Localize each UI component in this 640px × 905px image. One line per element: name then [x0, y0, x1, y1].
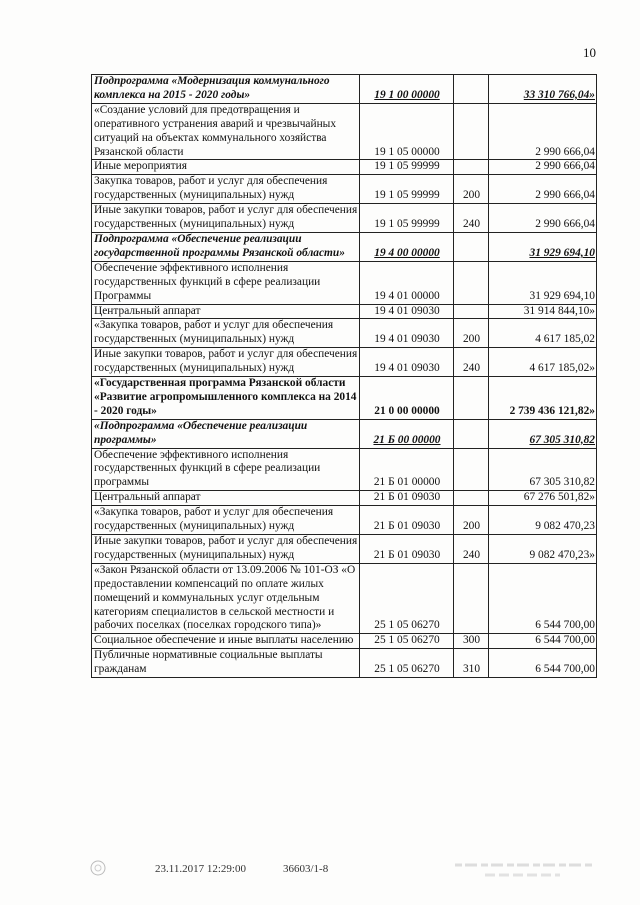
row-expense-type-cell — [454, 563, 489, 634]
row-sum-cell: 6 544 700,00 — [489, 649, 597, 678]
row-sum-cell: 9 082 470,23 — [489, 506, 597, 535]
row-expense-type-cell: 240 — [454, 348, 489, 377]
row-code-cell: 21 Б 01 09030 — [360, 506, 454, 535]
row-name-cell: Социальное обеспечение и иные выплаты населению — [92, 634, 360, 649]
row-sum-cell: 4 617 185,02 — [489, 319, 597, 348]
row-code-cell: 19 4 01 09030 — [360, 319, 454, 348]
table-row — [92, 506, 597, 535]
table-row — [92, 634, 597, 649]
row-expense-type-cell: 200 — [454, 175, 489, 204]
row-sum-cell: 31 929 694,10 — [489, 232, 597, 261]
row-sum-cell: 2 990 666,04 — [489, 175, 597, 204]
row-sum-cell: 6 544 700,00 — [489, 634, 597, 649]
row-name-cell: Иные мероприятия — [92, 160, 360, 175]
row-expense-type-cell — [454, 75, 489, 104]
table-row — [92, 160, 597, 175]
footer-datetime: 23.11.2017 12:29:00 — [155, 863, 246, 875]
row-code-cell: 21 Б 00 00000 — [360, 419, 454, 448]
row-name-cell: Иные закупки товаров, работ и услуг для обеспечения государственных (муниципальных) нужд — [92, 348, 360, 377]
row-name-cell: Иные закупки товаров, работ и услуг для обеспечения государственных (муниципальных) нужд — [92, 204, 360, 233]
row-sum-cell: 6 544 700,00 — [489, 563, 597, 634]
row-code-cell: 21 Б 01 09030 — [360, 491, 454, 506]
row-name-cell: «Подпрограмма «Обеспечение реализации программы» — [92, 419, 360, 448]
row-name-cell: Центральный аппарат — [92, 491, 360, 506]
row-expense-type-cell — [454, 103, 489, 160]
row-expense-type-cell — [454, 377, 489, 420]
row-sum-cell: 2 739 436 121,82» — [489, 377, 597, 420]
table-row — [92, 175, 597, 204]
row-code-cell: 19 4 01 00000 — [360, 261, 454, 304]
row-expense-type-cell — [454, 419, 489, 448]
table-row — [92, 348, 597, 377]
row-expense-type-cell — [454, 261, 489, 304]
row-expense-type-cell — [454, 448, 489, 491]
row-code-cell: 21 0 00 00000 — [360, 377, 454, 420]
table-row — [92, 377, 597, 420]
row-name-cell: «Закон Рязанской области от 13.09.2006 № 101-ОЗ «О предоставлении компенсаций по оплате жилых помещений и коммунальных услуг отдельным категориям специалистов в сельской местности и рабочих поселках (поселках городского типа)» — [92, 563, 360, 634]
row-code-cell: 19 1 00 00000 — [360, 75, 454, 104]
row-code-cell: 19 4 00 00000 — [360, 232, 454, 261]
row-expense-type-cell — [454, 491, 489, 506]
row-name-cell: Обеспечение эффективного исполнения государственных функций в сфере реализации Программы — [92, 261, 360, 304]
row-name-cell: Центральный аппарат — [92, 304, 360, 319]
row-expense-type-cell: 240 — [454, 535, 489, 564]
row-sum-cell: 67 305 310,82 — [489, 419, 597, 448]
row-expense-type-cell: 310 — [454, 649, 489, 678]
table-row — [92, 491, 597, 506]
faint-stamp-icon — [455, 858, 600, 882]
row-name-cell: «Закупка товаров, работ и услуг для обеспечения государственных (муниципальных) нужд — [92, 506, 360, 535]
row-code-cell: 19 1 05 99999 — [360, 175, 454, 204]
row-code-cell: 19 4 01 09030 — [360, 304, 454, 319]
row-sum-cell: 67 276 501,82» — [489, 491, 597, 506]
row-code-cell: 25 1 05 06270 — [360, 563, 454, 634]
table-row — [92, 103, 597, 160]
table-row — [92, 204, 597, 233]
budget-table-body — [92, 75, 597, 678]
row-expense-type-cell — [454, 232, 489, 261]
row-expense-type-cell: 200 — [454, 506, 489, 535]
row-expense-type-cell — [454, 304, 489, 319]
row-name-cell: Иные закупки товаров, работ и услуг для обеспечения государственных (муниципальных) нужд — [92, 535, 360, 564]
row-name-cell: «Закупка товаров, работ и услуг для обеспечения государственных (муниципальных) нужд — [92, 319, 360, 348]
row-sum-cell: 31 914 844,10» — [489, 304, 597, 319]
row-expense-type-cell: 300 — [454, 634, 489, 649]
table-row — [92, 304, 597, 319]
row-expense-type-cell — [454, 160, 489, 175]
row-name-cell: Обеспечение эффективного исполнения государственных функций в сфере реализации программы — [92, 448, 360, 491]
scan-mark-icon — [88, 858, 108, 878]
row-sum-cell: 2 990 666,04 — [489, 204, 597, 233]
row-sum-cell: 2 990 666,04 — [489, 103, 597, 160]
table-row — [92, 419, 597, 448]
row-code-cell: 19 1 05 99999 — [360, 160, 454, 175]
row-sum-cell: 9 082 470,23» — [489, 535, 597, 564]
row-sum-cell: 31 929 694,10 — [489, 261, 597, 304]
row-sum-cell: 33 310 766,04» — [489, 75, 597, 104]
row-code-cell: 19 4 01 09030 — [360, 348, 454, 377]
row-code-cell: 25 1 05 06270 — [360, 634, 454, 649]
budget-table — [91, 74, 597, 678]
row-sum-cell: 4 617 185,02» — [489, 348, 597, 377]
row-name-cell: «Государственная программа Рязанской области «Развитие агропромышленного комплекса на 2014 - 2020 годы» — [92, 377, 360, 420]
table-row — [92, 649, 597, 678]
row-code-cell: 19 1 05 99999 — [360, 204, 454, 233]
footer-document-number: 36603/1-8 — [283, 863, 329, 875]
row-name-cell: Подпрограмма «Модернизация коммунального комплекса на 2015 - 2020 годы» — [92, 75, 360, 104]
row-code-cell: 25 1 05 06270 — [360, 649, 454, 678]
row-expense-type-cell: 240 — [454, 204, 489, 233]
table-row — [92, 319, 597, 348]
table-row — [92, 232, 597, 261]
row-expense-type-cell: 200 — [454, 319, 489, 348]
row-code-cell: 19 1 05 00000 — [360, 103, 454, 160]
row-name-cell: «Создание условий для предотвращения и оперативного устранения аварий и чрезвычайных ситуаций на объектах коммунального хозяйства Рязанской области — [92, 103, 360, 160]
row-name-cell: Публичные нормативные социальные выплаты гражданам — [92, 649, 360, 678]
row-name-cell: Подпрограмма «Обеспечение реализации государственной программы Рязанской области» — [92, 232, 360, 261]
table-row — [92, 75, 597, 104]
row-sum-cell: 2 990 666,04 — [489, 160, 597, 175]
table-row — [92, 563, 597, 634]
row-code-cell: 21 Б 01 00000 — [360, 448, 454, 491]
row-name-cell: Закупка товаров, работ и услуг для обеспечения государственных (муниципальных) нужд — [92, 175, 360, 204]
table-row — [92, 535, 597, 564]
page-number: 10 — [583, 45, 596, 60]
row-sum-cell: 67 305 310,82 — [489, 448, 597, 491]
row-code-cell: 21 Б 01 09030 — [360, 535, 454, 564]
table-row — [92, 261, 597, 304]
table-row — [92, 448, 597, 491]
